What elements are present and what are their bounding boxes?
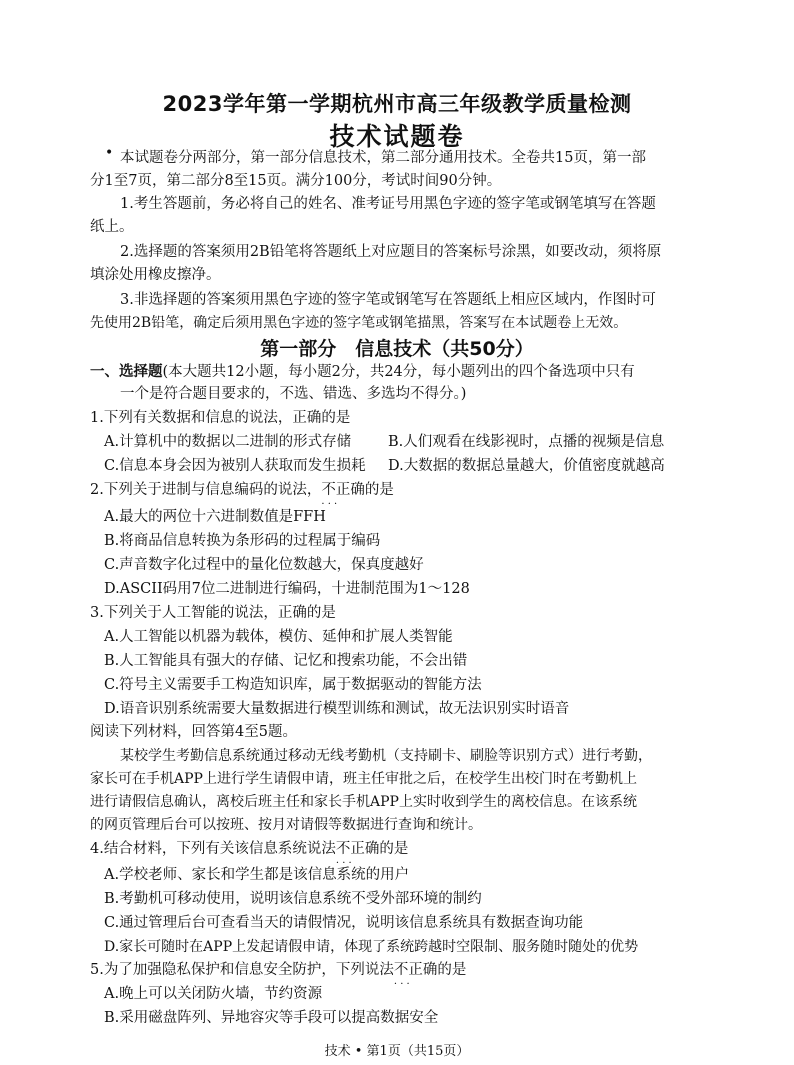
reading-paragraph-line1: 某校学生考勤信息系统通过移动无线考勤机（支持刷卡、刷脸等识别方式）进行考勤， (120, 748, 652, 764)
q5-stem-emphasis: 不正确 · · · (394, 962, 438, 978)
q1-option-d: D.大数据的数据总量越大，价值密度就越高 (388, 458, 665, 474)
part-description-line2: 一个是符合题目要求的，不选、错选、多选均不得分。) (120, 386, 467, 402)
q5-option-b: B.采用磁盘阵列、异地容灾等手段可以提高数据安全 (104, 1010, 439, 1026)
instructions-intro-line1: 本试题卷分两部分，第一部分信息技术，第二部分通用技术。全卷共15页，第一部 (120, 150, 646, 166)
q5-stem-post: 的是 (437, 962, 467, 978)
instructions-rule3-line1: 3.非选择题的答案须用黑色字迹的签字笔或钢笔写在答题纸上相应区域内，作图时可 (120, 292, 656, 308)
part-heading (90, 362, 635, 382)
q3-option-b: B.人工智能具有强大的存储、记忆和搜索功能，不会出错 (104, 653, 468, 669)
q5-stem (90, 960, 466, 980)
bullet-dot: • (105, 145, 114, 161)
q2-stem-emphasis: 不正确 · · · (321, 482, 365, 498)
q4-stem (90, 839, 408, 859)
instructions-rule1-line2: 纸上。 (90, 219, 134, 235)
reading-paragraph-line4: 的网页管理后台可以按班、按月对请假等数据进行查询和统计。 (90, 817, 482, 833)
q2-stem-pre: 2.下列关于进制与信息编码的说法， (90, 482, 322, 498)
reading-paragraph-line3: 进行请假信息确认，离校后班主任和家长手机APP上实时收到学生的离校信息。在该系统 (90, 794, 637, 810)
q5-stem-pre: 5.为了加强隐私保护和信息安全防护，下列说法 (90, 962, 394, 978)
q3-stem: 3.下列关于人工智能的说法，正确的是 (90, 605, 336, 621)
q4-option-d: D.家长可随时在APP上发起请假申请，体现了系统跨越时空限制、服务随时随处的优势 (104, 939, 639, 955)
q5-option-a: A.晚上可以关闭防火墙，节约资源 (104, 986, 323, 1002)
q2-option-c: C.声音数字化过程中的量化位数越大，保真度越好 (104, 557, 424, 573)
q2-option-d: D.ASCII码用7位二进制进行编码，十进制范围为1～128 (104, 581, 470, 597)
q2-option-a: A.最大的两位十六进制数值是FFH (104, 509, 326, 525)
q2-stem-post: 的是 (364, 482, 394, 498)
q1-stem: 1.下列有关数据和信息的说法，正确的是 (90, 410, 351, 426)
q4-stem-pre: 4.结合材料，下列有关该信息系统说法 (90, 841, 336, 857)
q4-stem-post: 的是 (379, 841, 409, 857)
q2-stem (90, 480, 394, 500)
part-label: 一、选择题 (90, 364, 163, 380)
reading-lead: 阅读下列材料，回答第4至5题。 (90, 724, 297, 740)
part-description: (本大题共12小题，每小题2分，共24分，每小题列出的四个备选项中只有 (162, 364, 635, 380)
instructions-rule3-line2: 先使用2B铅笔，确定后须用黑色字迹的签字笔或钢笔描黑，答案写在本试题卷上无效。 (90, 315, 628, 331)
q4-option-a: A.学校老师、家长和学生都是该信息系统的用户 (104, 867, 410, 883)
exam-title: 2023学年第一学期杭州市高三年级教学质量检测 (162, 92, 632, 116)
q4-option-b: B.考勤机可移动使用，说明该信息系统不受外部环境的制约 (104, 891, 482, 907)
q1-option-c: C.信息本身会因为被别人获取而发生损耗 (104, 458, 366, 474)
q3-option-c: C.符号主义需要手工构造知识库，属于数据驱动的智能方法 (104, 677, 482, 693)
q3-option-d: D.语音识别系统需要大量数据进行模型训练和测试，故无法识别实时语音 (104, 701, 570, 717)
page-footer: 技术 • 第1页（共15页） (324, 1044, 470, 1059)
exam-subtitle: 技术试题卷 (329, 122, 465, 151)
q2-option-b: B.将商品信息转换为条形码的过程属于编码 (104, 533, 381, 549)
instructions-intro-line2: 分1至7页，第二部分8至15页。满分100分，考试时间90分钟。 (90, 173, 502, 189)
reading-paragraph-line2: 家长可在手机APP上进行学生请假申请，班主任审批之后，在校学生出校门时在考勤机上 (90, 771, 637, 787)
q1-option-a: A.计算机中的数据以二进制的形式存储 (104, 434, 352, 450)
q4-stem-emphasis: 不正确 · · · (336, 841, 380, 857)
instructions-rule1-line1: 1.考生答题前，务必将自己的姓名、准考证号用黑色字迹的签字笔或钢笔填写在答题 (120, 196, 656, 212)
instructions-rule2-line1: 2.选择题的答案须用2B铅笔将答题纸上对应题目的答案标号涂黑，如要改动，须将原 (120, 244, 662, 260)
section-title: 第一部分 信息技术（共50分） (260, 338, 534, 360)
q4-option-c: C.通过管理后台可查看当天的请假情况，说明该信息系统具有数据查询功能 (104, 915, 584, 931)
q1-option-b: B.人们观看在线影视时，点播的视频是信息 (388, 434, 665, 450)
instructions-rule2-line2: 填涂处用橡皮擦净。 (90, 267, 221, 283)
q3-option-a: A.人工智能以机器为载体，模仿、延伸和扩展人类智能 (104, 629, 453, 645)
